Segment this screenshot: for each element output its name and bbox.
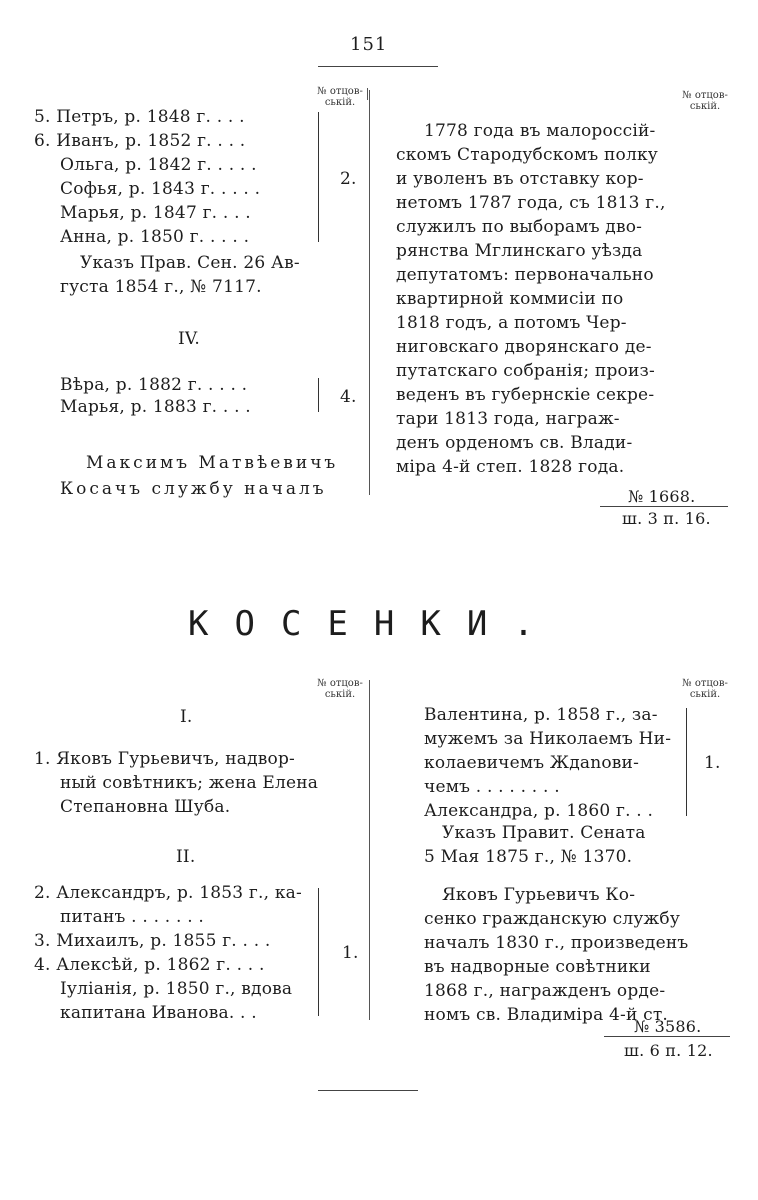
service-line: въ надворные совѣтники	[424, 957, 651, 977]
group-brace	[318, 888, 319, 1016]
service-line: рянства Мглинскаго уѣзда	[396, 241, 643, 261]
service-line: путатскаго собранія; произ-	[396, 361, 655, 381]
service-line: 1868 г., награжденъ орде-	[424, 981, 666, 1001]
entry-line: ный совѣтникъ; жена Елена	[60, 773, 319, 793]
entry-line: 2. Александръ, р. 1853 г., ка-	[34, 883, 302, 903]
record-number: № 1668.	[628, 487, 696, 506]
service-line: квартирной коммисіи по	[396, 289, 624, 309]
group-ref: 2.	[340, 169, 357, 189]
entry-line: Іуліанія, р. 1850 г., вдова	[60, 979, 293, 999]
entry-line: 5. Петръ, р. 1848 г. . . .	[34, 107, 245, 127]
entry-line: Степановна Шуба.	[60, 797, 231, 817]
entry-line: Вѣра, р. 1882 г. . . . .	[60, 375, 248, 395]
header-tick	[367, 88, 368, 100]
entry-line: Марья, р. 1883 г. . . .	[60, 397, 251, 417]
end-rule	[318, 1090, 418, 1091]
column-divider-top	[369, 90, 370, 495]
group-brace	[318, 112, 319, 242]
page-number: 151	[350, 34, 388, 55]
group-ref: 4.	[340, 387, 357, 407]
entry-line: Марья, р. 1847 г. . . .	[60, 203, 251, 223]
service-line: началъ 1830 г., произведенъ	[424, 933, 689, 953]
entry-line: 3. Михаилъ, р. 1855 г. . . .	[34, 931, 271, 951]
record-number: № 3586.	[634, 1017, 702, 1036]
column-header-right: № отцов-ській.	[682, 678, 728, 700]
service-line: депутатомъ: первоначально	[396, 265, 654, 285]
section-heading: I.	[180, 707, 193, 727]
closing-line: Максимъ Матвѣевичъ	[86, 453, 339, 473]
page-number-rule	[318, 66, 438, 67]
column-header-left: № отцов-ській.	[317, 678, 363, 700]
decree-line: 5 Мая 1875 г., № 1370.	[424, 847, 633, 867]
entry-line: питанъ . . . . . . .	[60, 907, 205, 927]
entry-line: Александра, р. 1860 г. . .	[424, 801, 654, 821]
entry-line: Анна, р. 1850 г. . . . .	[60, 227, 250, 247]
column-header-left: № отцов-ській.	[317, 86, 363, 108]
service-line: 1818 годъ, а потомъ Чер-	[396, 313, 627, 333]
service-line: веденъ въ губернскіе секре-	[396, 385, 655, 405]
decree-line: густа 1854 г., № 7117.	[60, 277, 262, 297]
group-brace	[682, 708, 687, 816]
entry-line: 6. Иванъ, р. 1852 г. . . .	[34, 131, 246, 151]
service-line: 1778 года въ малороссій-	[424, 121, 656, 141]
entry-line: Ольга, р. 1842 г. . . . .	[60, 155, 257, 175]
service-line: тари 1813 года, награж-	[396, 409, 620, 429]
service-line: сенко гражданскую службу	[424, 909, 681, 929]
service-line: и уволенъ въ отставку кор-	[396, 169, 644, 189]
service-line: скомъ Стародубскомъ полку	[396, 145, 659, 165]
service-line: денъ орденомъ св. Влади-	[396, 433, 633, 453]
entry-line: Софья, р. 1843 г. . . . .	[60, 179, 261, 199]
decree-line: Указъ Прав. Сен. 26 Ав-	[80, 253, 300, 273]
group-ref: 1.	[342, 943, 359, 963]
section-heading: II.	[176, 847, 196, 867]
section-heading: IV.	[178, 329, 201, 349]
entry-line: 1. Яковъ Гурьевичъ, надвор-	[34, 749, 295, 769]
column-header-right: № отцов-ській.	[682, 90, 728, 112]
entry-line: чемъ . . . . . . . .	[424, 777, 560, 797]
decree-line: Указъ Правит. Сената	[442, 823, 646, 843]
record-rule	[600, 506, 728, 507]
shelf-mark: ш. 3 п. 16.	[622, 509, 711, 528]
service-line: служилъ по выборамъ дво-	[396, 217, 643, 237]
entry-line: Валентина, р. 1858 г., за-	[424, 705, 658, 725]
entry-line: капитана Иванова. . .	[60, 1003, 257, 1023]
entry-line: 4. Алексѣй, р. 1862 г. . . .	[34, 955, 265, 975]
service-line: міра 4-й степ. 1828 года.	[396, 457, 625, 477]
record-rule	[604, 1036, 730, 1037]
entry-line: мужемъ за Николаемъ Ни-	[424, 729, 672, 749]
service-line: ниговскаго дворянскаго де-	[396, 337, 652, 357]
closing-line: Косачъ службу началъ	[60, 479, 327, 499]
entry-line: колаевичемъ Ждanови-	[424, 753, 640, 773]
group-ref: 1.	[704, 753, 721, 773]
service-line: нетомъ 1787 года, съ 1813 г.,	[396, 193, 666, 213]
column-divider-bottom	[369, 680, 370, 1020]
shelf-mark: ш. 6 п. 12.	[624, 1041, 713, 1060]
service-line: номъ св. Владиміра 4-й ст.	[424, 1005, 669, 1025]
service-line: Яковъ Гурьевичъ Ко-	[442, 885, 636, 905]
group-brace	[318, 378, 319, 412]
family-title: КОСЕНКИ.	[188, 604, 560, 644]
